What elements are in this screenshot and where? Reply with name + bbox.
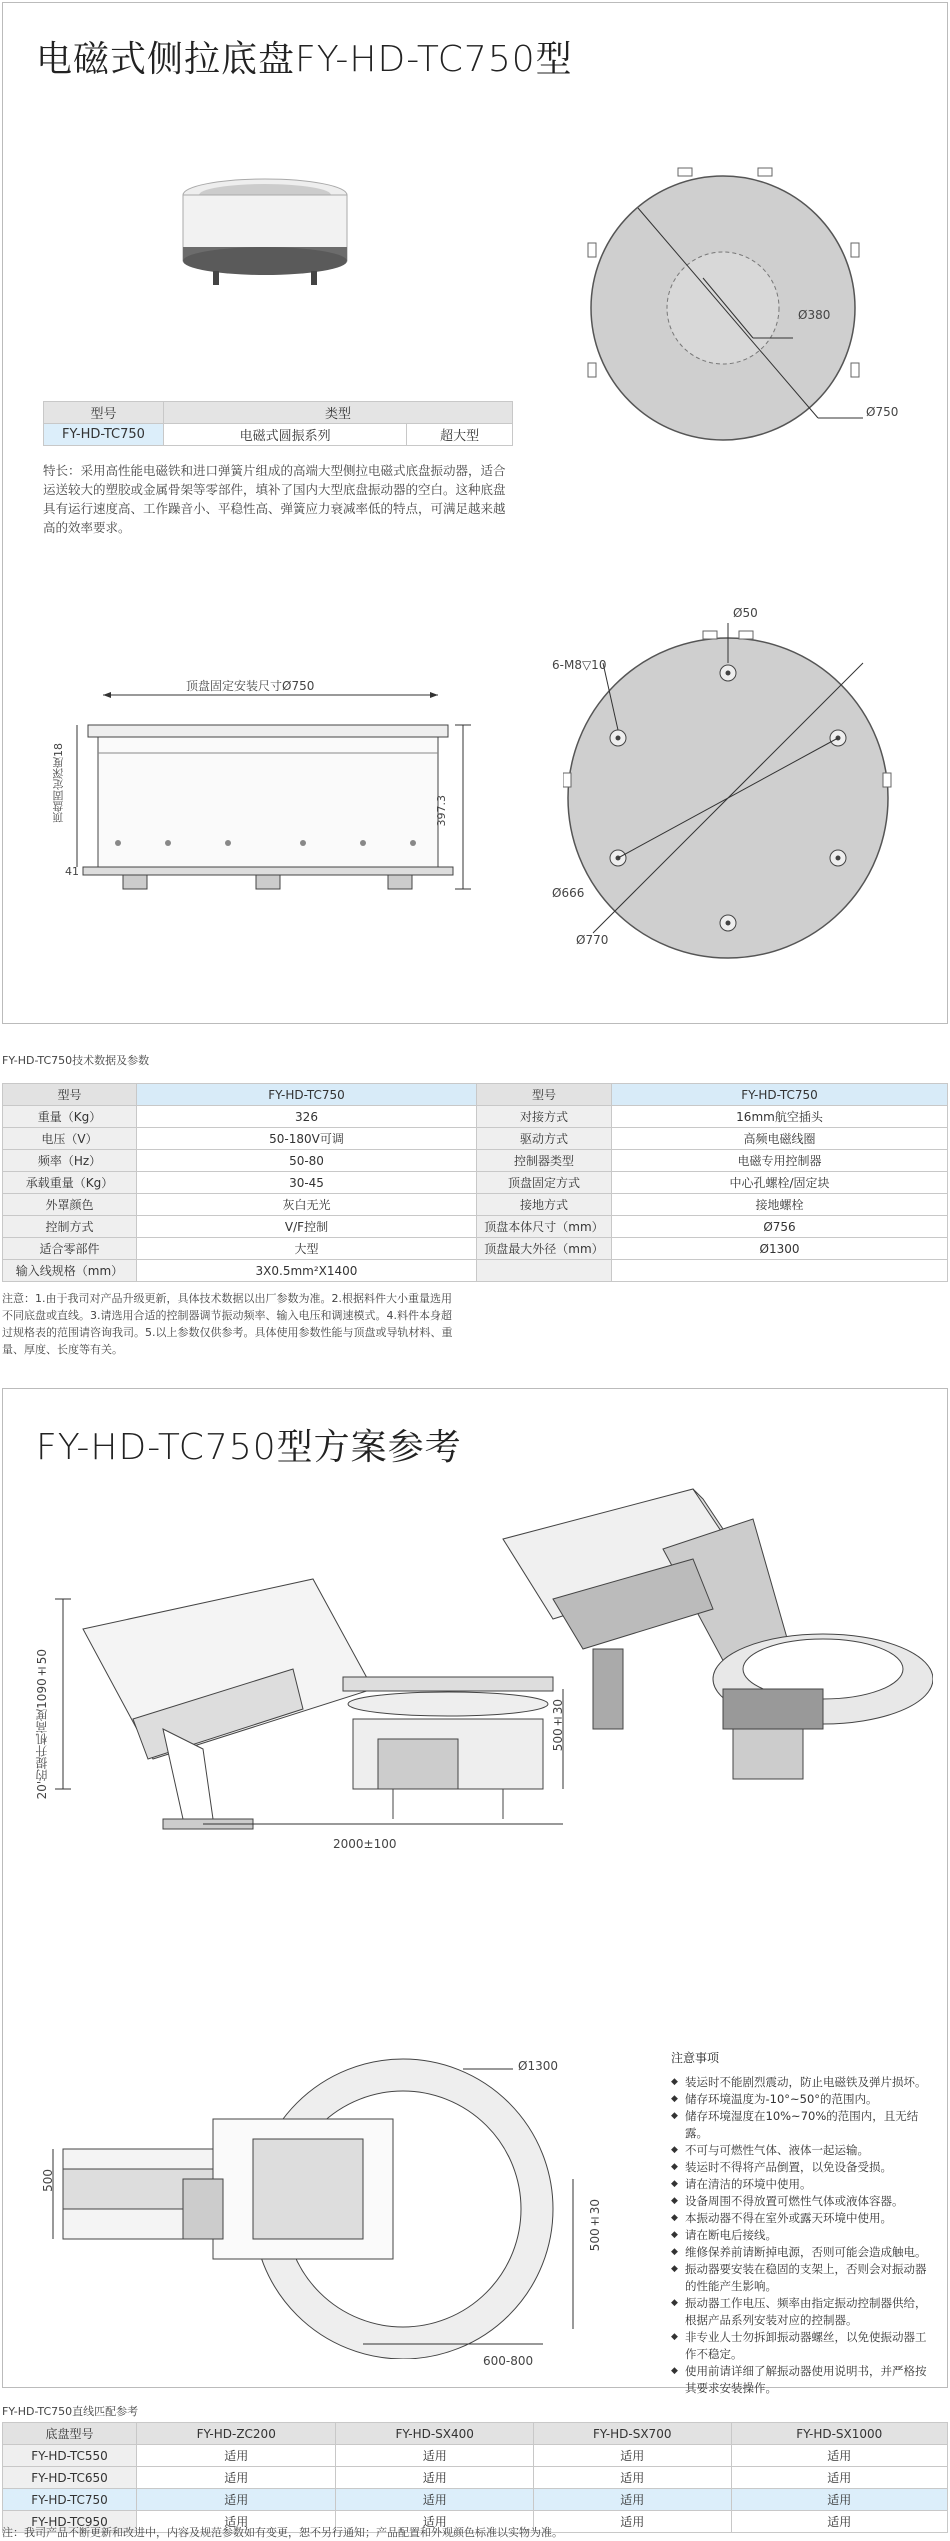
spec-label: 重量（Kg）: [3, 1106, 137, 1128]
spec-row: [3, 1260, 948, 1282]
spec-label: 频率（Hz）: [3, 1150, 137, 1172]
spec-value: 中心孔螺栓/固定块: [612, 1172, 948, 1194]
dim-600-800: 600-800: [483, 2354, 534, 2368]
note-item: ◆ 装运时不能剧烈震动，防止电磁铁及弹片损坏。: [671, 2074, 936, 2091]
dim-d666: Ø666: [552, 886, 585, 900]
spec-row: [3, 1216, 948, 1238]
note-item: ◆ 不可与可燃性气体、液体一起运输。: [671, 2142, 936, 2159]
match-cell: 适用: [336, 2511, 534, 2533]
spec-value: 3X0.5mm²X1400: [137, 1260, 477, 1282]
spec-label: 控制方式: [3, 1216, 137, 1238]
spec-value: 50-180V可调: [137, 1128, 477, 1150]
match-label: FY-HD-TC650: [3, 2467, 137, 2489]
spec-h2: 型号: [477, 1084, 612, 1106]
spec-row: [3, 1194, 948, 1216]
match-cell: 适用: [336, 2489, 534, 2511]
match-label: FY-HD-TC750: [3, 2489, 137, 2511]
notes-list: [671, 2074, 936, 2397]
side-view-drawing: [63, 663, 483, 913]
col-type: 类型: [164, 402, 513, 424]
match-table: [2, 2422, 948, 2533]
model-cell: FY-HD-TC750: [44, 424, 164, 446]
note-item: ◆ 使用前请详细了解振动器使用说明书，并严格按其要求安装操作。: [671, 2363, 936, 2397]
spec-row: [3, 1128, 948, 1150]
spec-value: 大型: [137, 1238, 477, 1260]
match-h4: FY-HD-SX1000: [731, 2423, 948, 2445]
col-model: 型号: [44, 402, 164, 424]
note-item: ◆ 维修保养前请断掉电源，否则可能会造成触电。: [671, 2244, 936, 2261]
page-title: 电磁式侧拉底盘FY-HD-TC750型: [36, 39, 573, 80]
spec-label: 外罩颜色: [3, 1194, 137, 1216]
match-cell: 适用: [533, 2489, 731, 2511]
spec-label: 控制器类型: [477, 1150, 612, 1172]
product-panel: [2, 2, 948, 1024]
spec-value: Ø756: [612, 1216, 948, 1238]
notes-title: 注意事项: [671, 2051, 720, 2065]
spec-row: [3, 1106, 948, 1128]
dim-height-397: 397.3: [435, 795, 448, 827]
match-label: FY-HD-TC550: [3, 2445, 137, 2467]
plan-title: FY-HD-TC750型方案参考: [36, 1427, 462, 1468]
product-photo: [173, 173, 358, 293]
spec-value: Ø1300: [612, 1238, 948, 1260]
spec-note: 注意：1.由于我司对产品升级更新，具体技术数据以出厂参数为准。2.根据料件大小重量选用不同底盘或直线。3.请选用合适的控制器调节振动频率、输入电压和调速模式。4.料件本身超过规格表的范围请咨询我司。5.以上参数仅供参考。具体使用参数性能与顶盘或导轨材料、重量、厚度、长度等有关。: [2, 1292, 453, 1356]
dim-height-41: 41: [65, 865, 79, 878]
match-h2: FY-HD-SX400: [336, 2423, 534, 2445]
bottom-view-drawing: [563, 613, 903, 983]
spec-h1: FY-HD-TC750: [137, 1084, 477, 1106]
dim-d770: Ø770: [576, 933, 609, 947]
dim-2000: 2000±100: [333, 1837, 397, 1851]
spec-value: 16mm航空插头: [612, 1106, 948, 1128]
match-cell: 适用: [137, 2489, 336, 2511]
spec-value: 高频电磁线圈: [612, 1128, 948, 1150]
match-h0: 底盘型号: [3, 2423, 137, 2445]
match-label: FY-HD-TC950: [3, 2511, 137, 2533]
note-item: ◆ 非专业人士勿拆卸振动器螺丝，以免使振动器工作不稳定。: [671, 2329, 936, 2363]
spec-label: 驱动方式: [477, 1128, 612, 1150]
spec-row: [3, 1172, 948, 1194]
note-item: ◆ 本振动器不得在室外或露天环境中使用。: [671, 2210, 936, 2227]
dim-top-depth: 顶盘固定深度18: [52, 743, 65, 823]
spec-label: 接地方式: [477, 1194, 612, 1216]
match-caption: FY-HD-TC750直线匹配参考: [2, 2405, 139, 2418]
product-description: 特长：采用高性能电磁铁和进口弹簧片组成的高端大型侧拉电磁式底盘振动器，适合运送较大的塑胶或金属骨架等零部件，填补了国内大型底盘振动器的空白。这种底盘具有运行速度高、工作躁音小、平稳性高、弹簧应力衰减率低的特点，可满足越来越高的效率要求。: [43, 463, 506, 535]
top-view-drawing: [563, 158, 903, 468]
match-cell: 适用: [731, 2445, 948, 2467]
note-item: ◆ 设备周围不得放置可燃性气体或液体容器。: [671, 2193, 936, 2210]
size-cell: 超大型: [407, 424, 513, 446]
dim-500-30-b: 500±30: [588, 2199, 602, 2252]
match-row: [3, 2445, 948, 2467]
assembly-plan-drawing: [43, 2049, 603, 2359]
dim-bolt-holes: 6-M8▽10: [552, 658, 607, 672]
note-item: ◆ 储存环境湿度在10%~70%的范围内，且无结露。: [671, 2108, 936, 2142]
spec-value: 50-80: [137, 1150, 477, 1172]
match-cell: 适用: [336, 2445, 534, 2467]
match-h3: FY-HD-SX700: [533, 2423, 731, 2445]
type-table: [43, 401, 513, 446]
dim-d1300: Ø1300: [518, 2059, 558, 2073]
spec-value: V/F控制: [137, 1216, 477, 1238]
note-item: ◆ 振动器要安装在稳固的支架上，否则会对振动器的性能产生影响。: [671, 2261, 936, 2295]
spec-label: 顶盘固定方式: [477, 1172, 612, 1194]
dim-mount-size: 顶盘固定安装尺寸Ø750: [186, 679, 315, 693]
spec-value: 灰白无光: [137, 1194, 477, 1216]
assembly-3d-drawing: [493, 1459, 933, 1799]
note-item: ◆ 装运时不得将产品倒置，以免设备受损。: [671, 2159, 936, 2176]
spec-caption: FY-HD-TC750技术数据及参数: [2, 1054, 150, 1067]
match-cell: 适用: [731, 2467, 948, 2489]
match-cell: 适用: [533, 2511, 731, 2533]
match-cell: 适用: [137, 2511, 336, 2533]
match-row: [3, 2467, 948, 2489]
spec-h3: FY-HD-TC750: [612, 1084, 948, 1106]
spec-label: 顶盘本体尺寸（mm）: [477, 1216, 612, 1238]
match-row-selected: [3, 2489, 948, 2511]
match-cell: 适用: [336, 2467, 534, 2489]
spec-row: [3, 1150, 948, 1172]
note-item: ◆ 振动器工作电压、频率由指定振动控制器供给，根据产品系列安装对应的控制器。: [671, 2295, 936, 2329]
spec-label: 承载重量（Kg）: [3, 1172, 137, 1194]
spec-h0: 型号: [3, 1084, 137, 1106]
match-cell: 适用: [533, 2445, 731, 2467]
match-cell: 适用: [533, 2467, 731, 2489]
series-cell: 电磁式圆振系列: [164, 424, 407, 446]
match-cell: 适用: [137, 2467, 336, 2489]
match-h1: FY-HD-ZC200: [137, 2423, 336, 2445]
spec-value: 电磁专用控制器: [612, 1150, 948, 1172]
note-item: ◆ 请在清洁的环境中使用。: [671, 2176, 936, 2193]
dim-500: 500: [41, 2169, 55, 2192]
footer-note: 注：我司产品不断更新和改进中，内容及规范参数如有变更，恕不另行通知；产品配置和外观颜色标准以实物为准。: [2, 2526, 563, 2539]
spec-label: 输入线规格（mm）: [3, 1260, 137, 1282]
dim-d50: Ø50: [733, 606, 758, 620]
match-cell: 适用: [137, 2445, 336, 2467]
dim-lift-height: 20'的提升机高度1090±50: [35, 1649, 49, 1800]
spec-value: [612, 1260, 948, 1282]
spec-label: 适合零部件: [3, 1238, 137, 1260]
dim-500-30-a: 500±30: [551, 1699, 565, 1752]
spec-row: [3, 1238, 948, 1260]
plan-panel: [2, 1388, 948, 2395]
dim-d380: Ø380: [798, 308, 831, 322]
note-item: ◆ 储存环境温度为-10°~50°的范围内。: [671, 2091, 936, 2108]
spec-table: [2, 1083, 948, 1282]
spec-value: 30-45: [137, 1172, 477, 1194]
spec-value: 接地螺栓: [612, 1194, 948, 1216]
spec-label: [477, 1260, 612, 1282]
match-cell: 适用: [731, 2511, 948, 2533]
spec-label: 电压（V）: [3, 1128, 137, 1150]
spec-label: 对接方式: [477, 1106, 612, 1128]
spec-value: 326: [137, 1106, 477, 1128]
note-item: ◆ 请在断电后接线。: [671, 2227, 936, 2244]
spec-label: 顶盘最大外径（mm）: [477, 1238, 612, 1260]
dim-d750: Ø750: [866, 405, 899, 419]
match-cell: 适用: [731, 2489, 948, 2511]
